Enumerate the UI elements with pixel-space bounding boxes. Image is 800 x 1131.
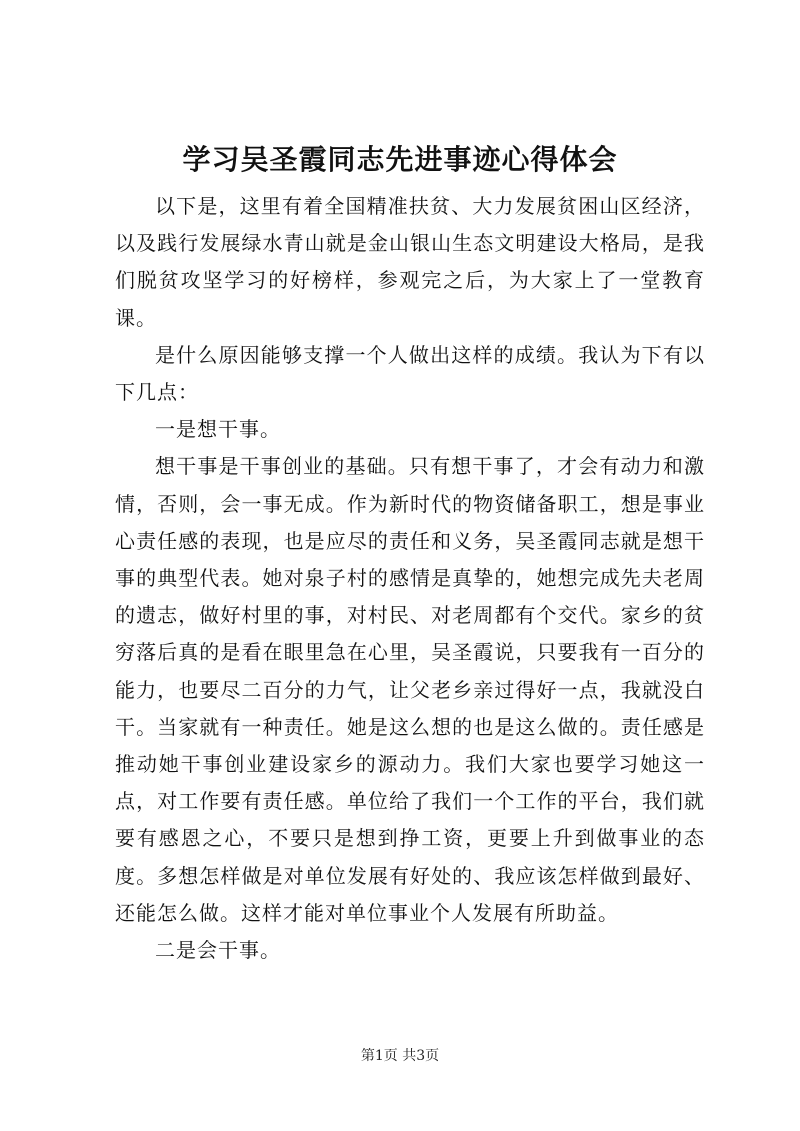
document-title: 学习吴圣霞同志先进事迹心得体会 xyxy=(182,143,618,176)
paragraph-intro: 以下是，这里有着全国精准扶贫、大力发展贫困山区经济，以及践行发展绿水青山就是金山银山生态文明建设大格局，是我们脱贫攻坚学习的好榜样，参观完之后，为大家上了一堂教育课。 xyxy=(115,194,705,330)
document-body xyxy=(115,188,705,969)
paragraph-heading-one: 一是想干事。 xyxy=(155,417,281,442)
paragraph-question: 是什么原因能够支撑一个人做出这样的成绩。我认为下有以下几点： xyxy=(115,342,705,405)
page-footer: 第1页 共3页 xyxy=(360,1048,440,1064)
paragraph-heading-two: 二是会干事。 xyxy=(155,938,281,963)
paragraph-point-one: 想干事是干事创业的基础。只有想干事了，才会有动力和激情，否则，会一事无成。作为新时代的物资储备职工，想是事业心责任感的表现，也是应尽的责任和义务，吴圣霞同志就是想干事的典型代表。她对泉子村的感情是真挚的，她想完成先夫老周的遗志，做好村里的事，对村民、对老周都有个交代。家乡的贫穷落后真的是看在眼里急在心里，吴圣霞说，只要我有一百分的能力，也要尽二百分的力气，让父老乡亲过得好一点，我就没白干。当家就有一种责任。她是这么想的也是这么做的。责任感是推动她干事创业建设家乡的源动力。我们大家也要学习她这一点，对工作要有责任感。单位给了我们一个工作的平台，我们就要有感恩之心，不要只是想到挣工资，更要上升到做事业的态度。多想怎样做是对单位发展有好处的、我应该怎样做到最好、还能怎么做。这样才能对单位事业个人发展有所助益。 xyxy=(115,454,705,925)
